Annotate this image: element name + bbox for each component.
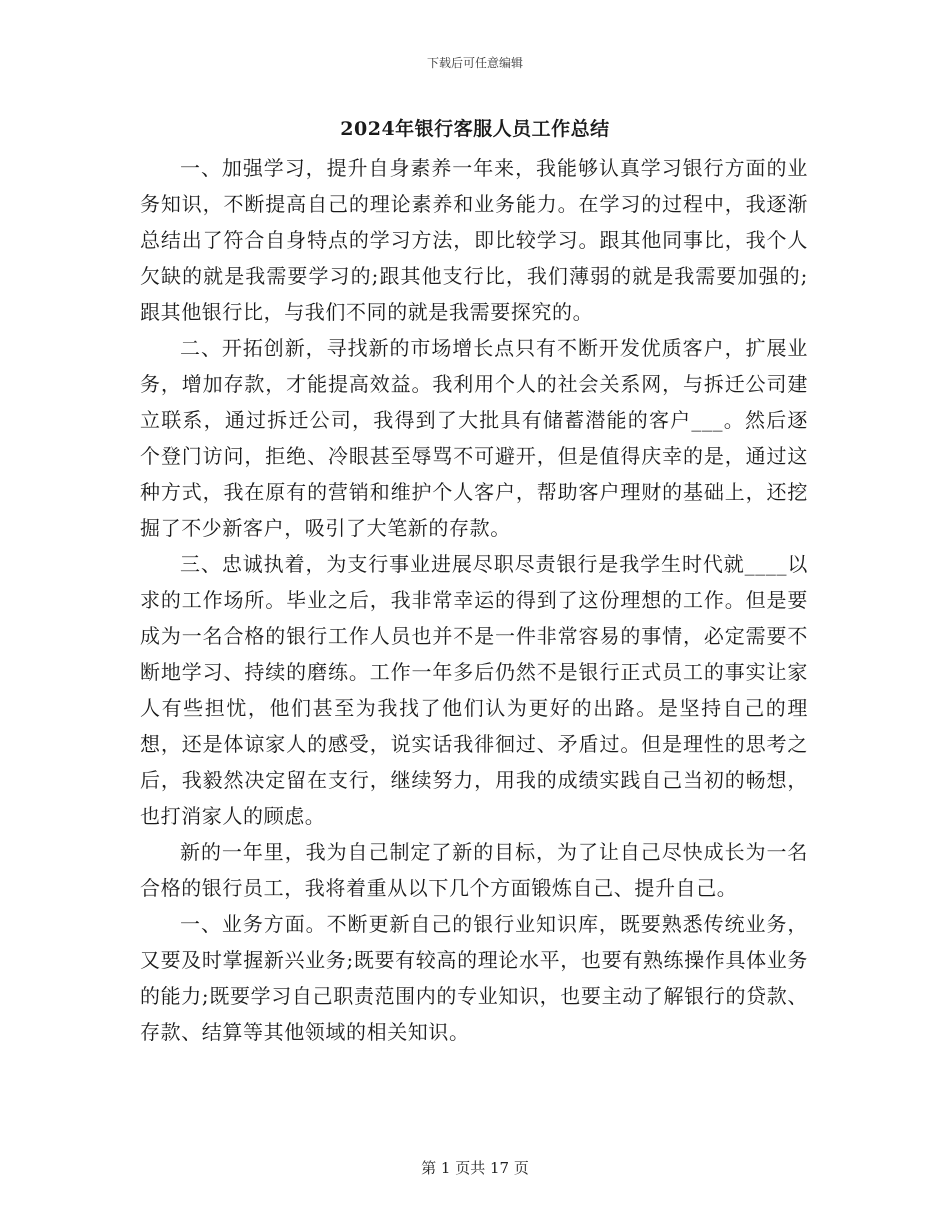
paragraph-loyalty: 三、忠诚执着，为支行事业进展尽职尽责银行是我学生时代就____以求的工作场所。毕业之后，我非常幸运的得到了这份理想的工作。但是要成为一名合格的银行工作人员也并不是一件非常容易的事情，必定需要不断地学习、持续的磨练。工作一年多后仍然不是银行正式员工的事实让家人有些担忧，他们甚至为我找了他们认为更好的出路。是坚持自己的理想，还是体谅家人的感受，说实话我徘徊过、矛盾过。但是理性的思考之后，我毅然决定留在支行，继续努力，用我的成绩实践自己当初的畅想，也打消家人的顾虑。 [140,552,808,828]
paragraph-business: 一、业务方面。不断更新自己的银行业知识库，既要熟悉传统业务，又要及时掌握新兴业务;既要有较高的理论水平，也要有熟练操作具体业务的能力;既要学习自己职责范围内的专业知识，也要主动了解银行的贷款、存款、结算等其他领域的相关知识。 [140,912,808,1044]
paragraph-innovation: 二、开拓创新，寻找新的市场增长点只有不断开发优质客户，扩展业务，增加存款，才能提高效益。我利用个人的社会关系网，与拆迁公司建立联系，通过拆迁公司，我得到了大批具有储蓄潜能的客户___。然后逐个登门访问，拒绝、冷眼甚至辱骂不可避开，但是值得庆幸的是，通过这种方式，我在原有的营销和维护个人客户，帮助客户理财的基础上，还挖掘了不少新客户，吸引了大笔新的存款。 [140,336,808,540]
document-body [140,150,808,1050]
page-header-note: 下载后可任意编辑 [426,56,523,70]
page-number-footer: 第 1 页共 17 页 [421,1159,529,1177]
paragraph-new-year-goals: 新的一年里，我为自己制定了新的目标，为了让自己尽快成长为一名合格的银行员工，我将着重从以下几个方面锻炼自己、提升自己。 [140,840,808,900]
paragraph-learning: 一、加强学习，提升自身素养一年来，我能够认真学习银行方面的业务知识，不断提高自己的理论素养和业务能力。在学习的过程中，我逐渐总结出了符合自身特点的学习方法，即比较学习。跟其他同事比，我个人欠缺的就是我需要学习的;跟其他支行比，我们薄弱的就是我需要加强的;跟其他银行比，与我们不同的就是我需要探究的。 [140,156,808,324]
document-title: 2024年银行客服人员工作总结 [340,118,610,140]
